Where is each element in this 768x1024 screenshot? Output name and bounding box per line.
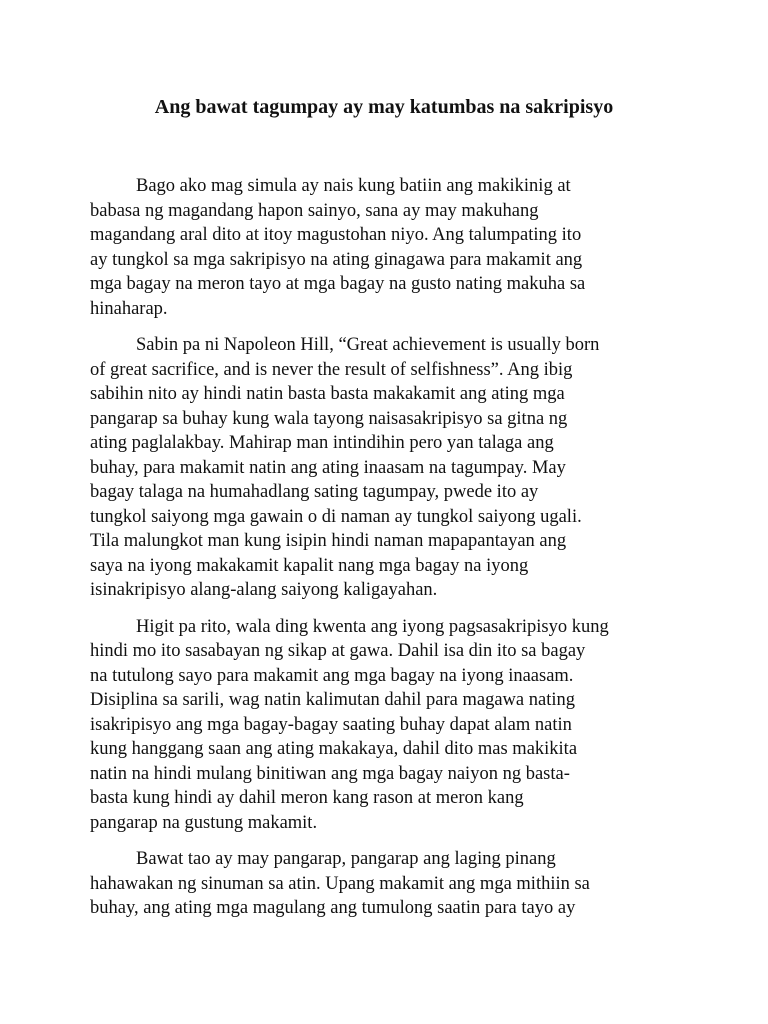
paragraph-1	[90, 174, 690, 321]
text-line: ay tungkol sa mga sakripisyo na ating ginagawa para makamit ang	[90, 249, 583, 270]
text-line: mga bagay na meron tayo at mga bagay na gusto nating makuha sa	[90, 274, 586, 294]
text-line: isakripisyo ang mga bagay-bagay saating buhay dapat alam natin	[90, 714, 572, 735]
paragraph-2	[90, 333, 690, 603]
text-line: buhay, para makamit natin ang ating inaasam na tagumpay. May	[90, 457, 566, 478]
text-line: pangarap sa buhay kung wala tayong naisasakripisyo sa gitna ng	[90, 408, 568, 429]
text-line: Tila malungkot man kung isipin hindi naman mapapantayan ang	[90, 531, 567, 551]
text-line: sabihin nito ay hindi natin basta basta makakamit ang ating mga	[90, 384, 565, 404]
text-line: buhay, ang ating mga magulang ang tumulong saatin para tayo ay	[90, 898, 576, 918]
text-line: bagay talaga na humahadlang sating tagumpay, pwede ito ay	[90, 482, 539, 502]
text-line: hahawakan ng sinuman sa atin. Upang makamit ang mga mithiin sa	[90, 873, 590, 894]
text-line: hindi mo ito sasabayan ng sikap at gawa. Dahil isa din ito sa bagay	[90, 641, 586, 661]
text-line: babasa ng magandang hapon sainyo, sana ay may makuhang	[90, 200, 539, 221]
text-line: Bago ako mag simula ay nais kung batiin ang makikinig at	[136, 176, 571, 196]
text-line: natin na hindi mulang binitiwan ang mga bagay naiyon ng basta-	[90, 763, 570, 784]
text-line: saya na iyong makakamit kapalit nang mga bagay na iyong	[90, 555, 529, 576]
text-line: tungkol saiyong mga gawain o di naman ay tungkol saiyong ugali.	[90, 506, 582, 527]
text-line: of great sacrifice, and is never the result of selfishness”. Ang ibig	[90, 359, 573, 380]
text-line: Bawat tao ay may pangarap, pangarap ang laging pinang	[136, 849, 556, 869]
text-line: isinakripisyo alang-alang saiyong kaligayahan.	[90, 580, 438, 600]
text-line: kung hanggang saan ang ating makakaya, dahil dito mas makikita	[90, 739, 578, 759]
paragraph-3	[90, 615, 690, 836]
text-line: pangarap na gustung makamit.	[90, 812, 318, 833]
paragraph-4	[90, 847, 690, 921]
text-line: na tutulong sayo para makamit ang mga bagay na iyong inaasam.	[90, 665, 574, 686]
text-line: Higit pa rito, wala ding kwenta ang iyong pagsasakripisyo kung	[136, 616, 609, 637]
document-body	[90, 174, 690, 933]
text-line: hinaharap.	[90, 298, 168, 319]
text-line: Sabin pa ni Napoleon Hill, “Great achievement is usually born	[136, 335, 600, 355]
document-title: Ang bawat tagumpay ay may katumbas na sakripisyo	[154, 96, 614, 118]
text-line: Disiplina sa sarili, wag natin kalimutan dahil para magawa nating	[90, 690, 575, 710]
text-line: magandang aral dito at itoy magustohan niyo. Ang talumpating ito	[90, 225, 582, 245]
text-line: basta kung hindi ay dahil meron kang rason at meron kang	[90, 788, 524, 808]
text-line: ating paglalakbay. Mahirap man intindihin pero yan talaga ang	[90, 433, 554, 453]
